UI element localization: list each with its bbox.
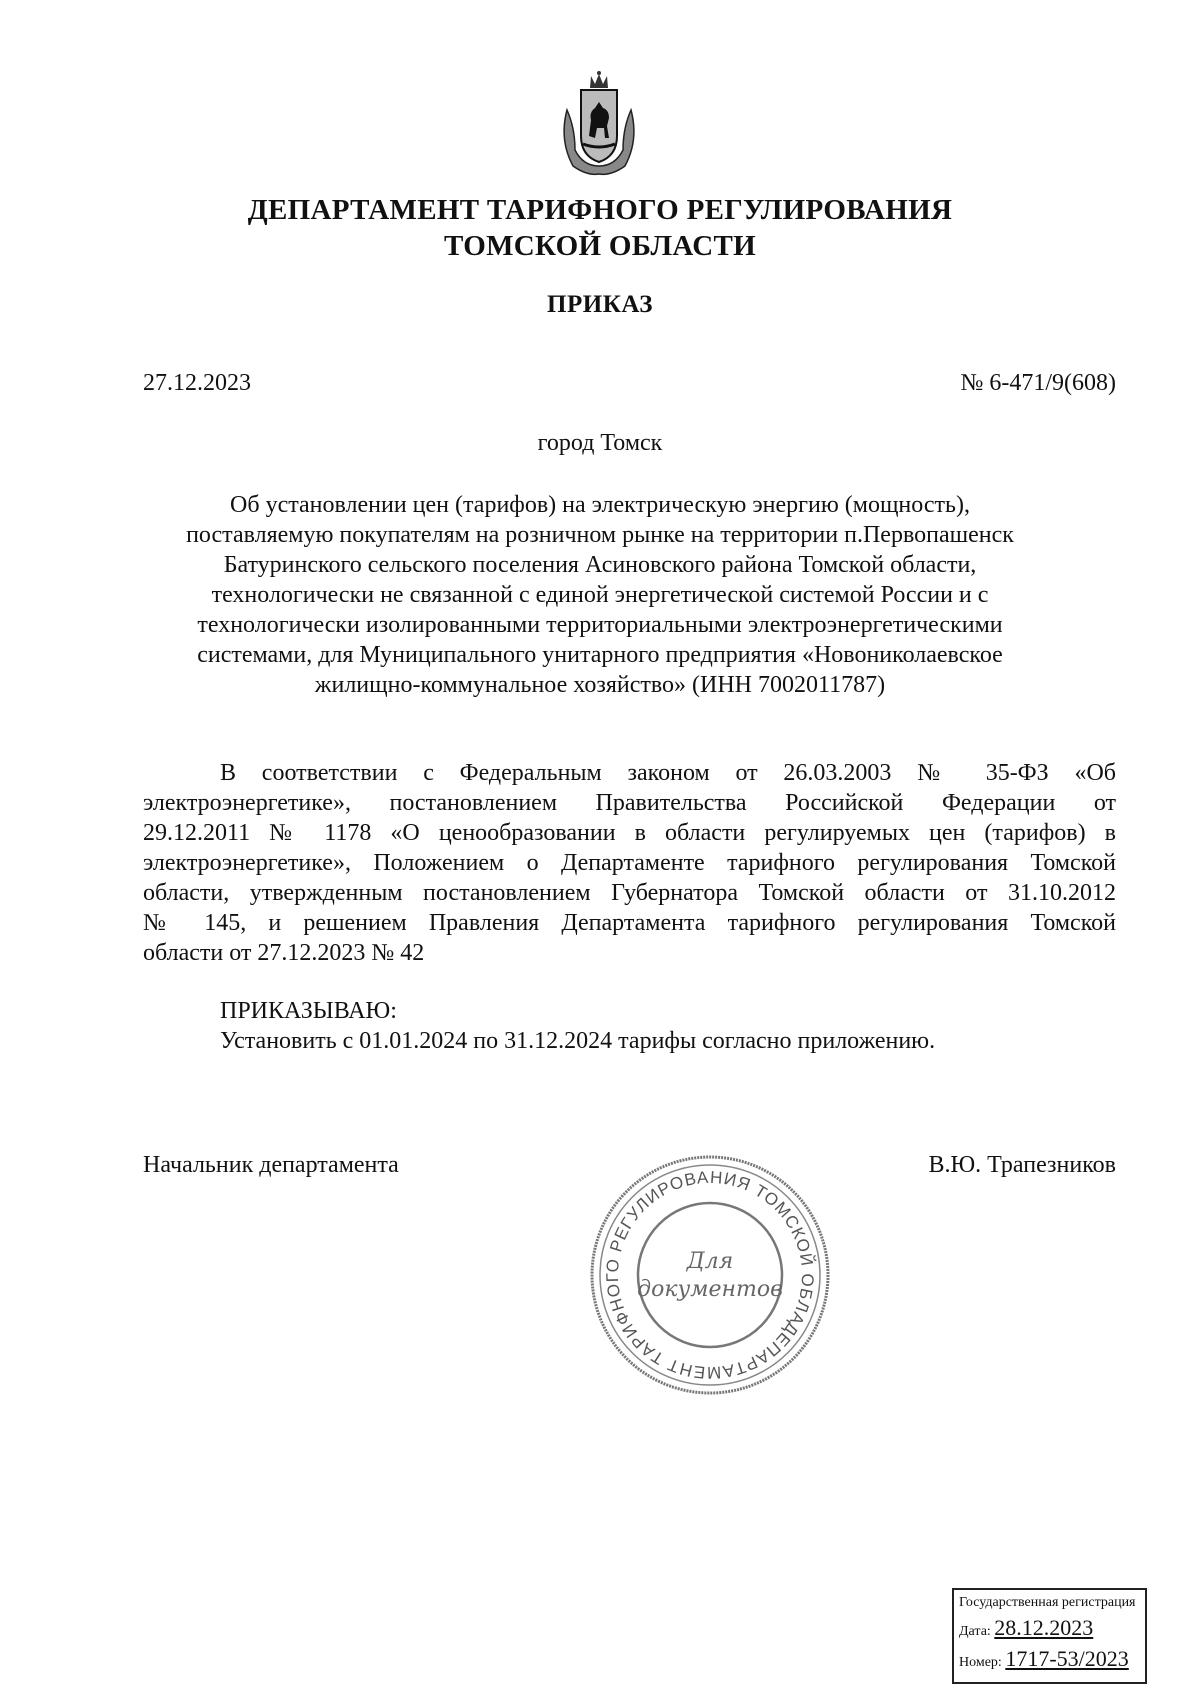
basis-line: В соответствии с Федеральным законом от 26.03.2003 № 35-ФЗ «Об [220, 760, 1116, 786]
svg-text:ДЕПАРТАМЕНТ ТАРИФНОГО РЕГУЛИРО [585, 1150, 835, 1400]
subject-line: Батуринского сельского поселения Асиновского района Томской области, [223, 552, 977, 578]
registration-date-value: 28.12.2023 [994, 1615, 1094, 1640]
registration-number-label: Номер: [959, 1655, 1002, 1670]
department-title-region: ТОМСКОЙ ОБЛАСТИ [444, 230, 756, 262]
basis-line: 29.12.2011 № 1178 «О ценообразовании в области регулируемых цен (тарифов) в [143, 820, 1116, 846]
order-text: Установить с 01.01.2024 по 31.12.2024 тарифы согласно приложению. [220, 1028, 936, 1054]
subject-line: системами, для Муниципального унитарного предприятия «Новониколаевское [197, 642, 1003, 668]
official-stamp [585, 1150, 835, 1400]
basis-line: области от 27.12.2023 № 42 [143, 940, 425, 966]
document-subject [150, 490, 1050, 700]
signatory-position: Начальник департамента [143, 1152, 399, 1178]
subject-line: Об установлении цен (тарифов) на электрическую энергию (мощность), [230, 492, 970, 518]
document-city: город Томск [537, 430, 663, 456]
basis-line: электроэнергетике», постановлением Правительства Российской Федерации от [143, 790, 1116, 816]
registration-number-value: 1717-53/2023 [1005, 1646, 1129, 1671]
registration-number-row [959, 1648, 1140, 1674]
signatory-name: В.Ю. Трапезников [928, 1152, 1116, 1178]
subject-line: поставляемую покупателям на розничном рынке на территории п.Первопашенск [186, 522, 1014, 548]
legal-basis-paragraph [143, 758, 1116, 968]
registration-date-row [959, 1612, 1140, 1648]
subject-line: технологически не связанной с единой энергетической системой России и с [211, 582, 989, 608]
registration-box [952, 1588, 1147, 1684]
basis-line: № 145, и решением Правления Департамента тарифного регулирования Томской [143, 910, 1116, 936]
document-date: 27.12.2023 [143, 370, 251, 396]
stamp-ring-text: ДЕПАРТАМЕНТ ТАРИФНОГО РЕГУЛИРОВАНИЯ ТОМСКОЙ ОБЛАСТИ [602, 1167, 818, 1383]
basis-line: области, утвержденным постановлением Губернатора Томской области от 31.10.2012 [143, 880, 1116, 906]
document-type: ПРИКАЗ [547, 291, 653, 318]
coat-of-arms-emblem [553, 70, 645, 180]
document-number: № 6-471/9(608) [960, 370, 1116, 396]
order-keyword: ПРИКАЗЫВАЮ: [220, 998, 397, 1024]
stamp-center-line1: Для [686, 1249, 734, 1274]
subject-line: жилищно-коммунальное хозяйство» (ИНН 7002011787) [314, 672, 886, 698]
registration-date-label: Дата: [959, 1624, 991, 1639]
subject-line: технологически изолированными территориальными электроэнергетическими [197, 612, 1003, 638]
stamp-center-line2: документов [637, 1277, 783, 1302]
registration-title: Государственная регистрация [959, 1595, 1136, 1610]
department-title: ДЕПАРТАМЕНТ ТАРИФНОГО РЕГУЛИРОВАНИЯ [247, 194, 953, 226]
basis-line: электроэнергетике», Положением о Департаменте тарифного регулирования Томской [143, 850, 1116, 876]
